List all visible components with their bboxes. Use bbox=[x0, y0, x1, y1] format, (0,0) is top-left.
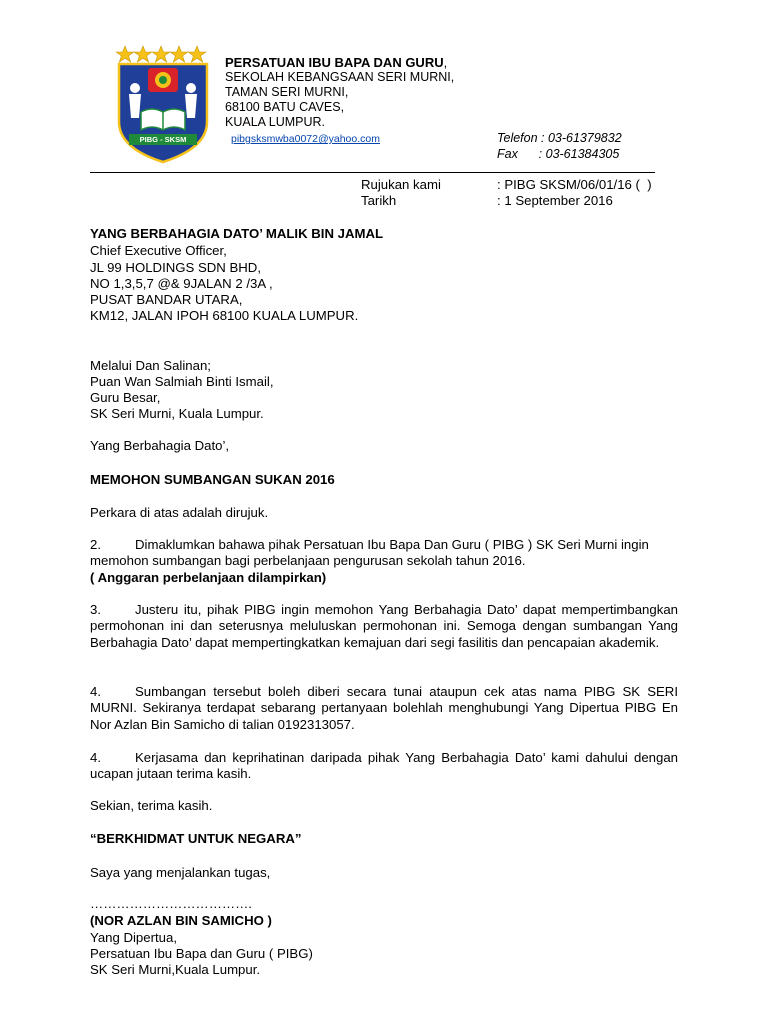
signature-dots: ………………………………. bbox=[90, 896, 252, 911]
closing: Sekian, terima kasih. bbox=[90, 798, 213, 813]
recipient-line-3: NO 1,3,5,7 @& 9JALAN 2 /3A , bbox=[90, 276, 273, 291]
paragraph-5-number: 4. bbox=[90, 750, 101, 765]
cc-line-4: SK Seri Murni, Kuala Lumpur. bbox=[90, 406, 264, 421]
recipient-line-4: PUSAT BANDAR UTARA, bbox=[90, 292, 243, 307]
paragraph-5-text: Kerjasama dan keprihatinan daripada pihak Yang Berbahagia Dato’ kami dahului dengan ucapan jutaan terima kasih. bbox=[90, 750, 678, 782]
paragraph-4 bbox=[90, 684, 678, 733]
motto: “BERKHIDMAT UNTUK NEGARA” bbox=[90, 831, 302, 846]
paragraph-2-line-2: memohon sumbangan bagi perbelanjaan pengurusan sekolah tahun 2016. bbox=[90, 553, 526, 568]
paragraph-4-number: 4. bbox=[90, 684, 101, 699]
recipient-line-5: KM12, JALAN IPOH 68100 KUALA LUMPUR. bbox=[90, 308, 359, 323]
fax-number: Fax : 03-61384305 bbox=[497, 147, 620, 161]
paragraph-2-note: ( Anggaran perbelanjaan dilampirkan) bbox=[90, 570, 327, 585]
salutation: Yang Berbahagia Dato’, bbox=[90, 438, 230, 453]
signatory-org: Persatuan Ibu Bapa dan Guru ( PIBG) bbox=[90, 946, 313, 961]
letter-subject: MEMOHON SUMBANGAN SUKAN 2016 bbox=[90, 472, 335, 487]
paragraph-5 bbox=[90, 750, 678, 783]
cc-line-1: Melalui Dan Salinan; bbox=[90, 358, 211, 373]
paragraph-3-text: Justeru itu, pihak PIBG ingin memohon Yang Berbahagia Dato’ dapat mempertimbangkan permohonan ini dan seterusnya meluluskan permohonan ini. Semoga dengan sumbangan Yang Berbahagia Dato’ dapat mempertingkatkan kemajuan dari segi fasilitis dan pencapaian akademik. bbox=[90, 602, 678, 650]
logo-text: PIBG - SKSM bbox=[139, 135, 187, 144]
cc-line-3: Guru Besar, bbox=[90, 390, 161, 405]
duty-line: Saya yang menjalankan tugas, bbox=[90, 865, 271, 880]
ref-value: : PIBG SKSM/06/01/16 ( ) bbox=[497, 177, 652, 192]
address-line-1: SEKOLAH KEBANGSAAN SERI MURNI, bbox=[225, 70, 455, 84]
org-name: PERSATUAN IBU BAPA DAN GURU bbox=[225, 55, 444, 70]
paragraph-3-number: 3. bbox=[90, 602, 101, 617]
address-line-2: TAMAN SERI MURNI, bbox=[225, 85, 349, 99]
address-line-4: KUALA LUMPUR. bbox=[225, 115, 326, 129]
header-rule bbox=[90, 172, 655, 173]
address-line-3: 68100 BATU CAVES, bbox=[225, 100, 345, 114]
cc-line-2: Puan Wan Salmiah Binti Ismail, bbox=[90, 374, 274, 389]
school-logo bbox=[115, 44, 215, 167]
paragraph-2-number: 2. bbox=[90, 537, 101, 552]
recipient-line-2: JL 99 HOLDINGS SDN BHD, bbox=[90, 260, 261, 275]
signatory-school: SK Seri Murni,Kuala Lumpur. bbox=[90, 962, 261, 977]
date-value: : 1 September 2016 bbox=[497, 193, 613, 208]
paragraph-2-line-1: Dimaklumkan bahawa pihak Persatuan Ibu Bapa Dan Guru ( PIBG ) SK Seri Murni ingin bbox=[135, 537, 649, 552]
recipient-line-1: Chief Executive Officer, bbox=[90, 243, 227, 258]
org-name-comma: , bbox=[443, 55, 448, 70]
recipient-name: YANG BERBAHAGIA DATO’ MALIK BIN JAMAL bbox=[90, 226, 384, 241]
signatory-name: (NOR AZLAN BIN SAMICHO ) bbox=[90, 913, 272, 928]
paragraph-3 bbox=[90, 602, 678, 651]
ref-label: Rujukan kami bbox=[361, 177, 441, 192]
phone-number: Telefon : 03-61379832 bbox=[497, 131, 622, 145]
paragraph-1: Perkara di atas adalah dirujuk. bbox=[90, 505, 269, 520]
date-label: Tarikh bbox=[361, 193, 397, 208]
email-link[interactable]: pibgsksmwba0072@yahoo.com bbox=[231, 133, 380, 145]
letterhead-org bbox=[225, 55, 447, 70]
signatory-title: Yang Dipertua, bbox=[90, 930, 177, 945]
paragraph-4-text: Sumbangan tersebut boleh diberi secara tunai ataupun cek atas nama PIBG SK SERI MURNI. Sekiranya terdapat sebarang pertanyaan bolehlah menghubungi Yang Dipertua PIBG En Nor Azlan Bin Samicho di talian 0192313057. bbox=[90, 684, 678, 732]
